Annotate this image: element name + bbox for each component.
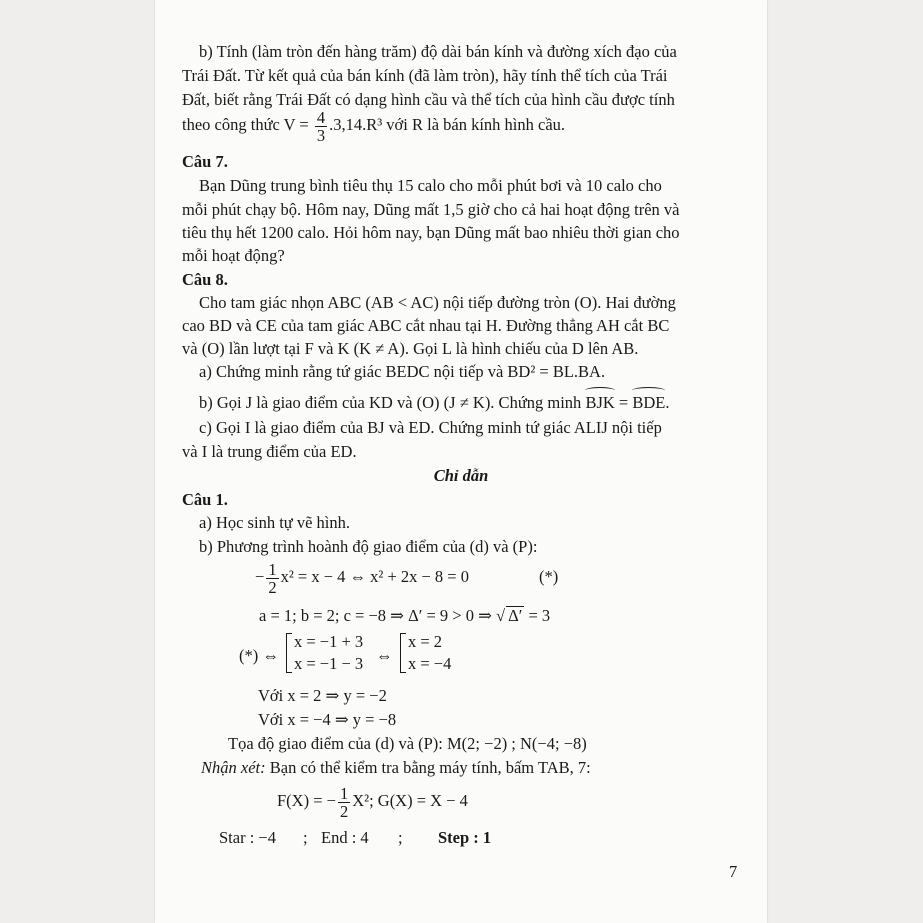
fraction-denominator: 2 (339, 801, 349, 821)
text-line: Với x = −4 ⇒ y = −8 (258, 710, 397, 729)
text-line: mỗi phút chạy bộ. Hôm nay, Dũng mất 1,5 giờ cho cả hai hoạt động trên và (182, 200, 680, 219)
arc-notation: BDE (632, 390, 665, 413)
formula-line (182, 108, 565, 144)
separator: ; (398, 828, 403, 847)
question-heading: Câu 7. (182, 152, 228, 171)
text-fragment: x² = x − 4 ⇔ x² + 2x − 8 = 0 (280, 567, 469, 586)
separator: ; (303, 828, 308, 847)
text-fragment: F(X) = − (277, 791, 336, 810)
book-page (155, 0, 767, 923)
text-line: Trái Đất. Từ kết quả của bán kính (đã làm tròn), hãy tính thể tích của Trái (182, 66, 668, 85)
fraction-numerator: 1 (268, 559, 277, 579)
table-setting: End : 4 (321, 828, 369, 847)
text-line: và I là trung điểm của ED. (182, 442, 357, 461)
equation-label: (*) ⇔ (239, 646, 279, 665)
table-setting: Star : −4 (219, 828, 276, 847)
text-fragment: a = 1; b = 2; c = −8 ⇒ Δ′ = 9 > 0 ⇒ (259, 606, 492, 625)
text-line: tiêu thụ hết 1200 calo. Hỏi hôm nay, bạn Dũng mất bao nhiêu thời gian cho (182, 223, 680, 242)
text-line: a) Chứng minh rằng tứ giác BEDC nội tiếp và BD² = BL.BA. (199, 362, 606, 381)
page-number: 7 (729, 862, 738, 881)
equation-line (255, 560, 469, 596)
equation-line (259, 606, 550, 626)
equation-tag: (*) (539, 567, 559, 586)
text-fragment: theo công thức V = (182, 115, 309, 134)
fraction-denominator: 3 (316, 125, 326, 145)
fraction (315, 109, 327, 144)
fraction-numerator: 4 (316, 107, 326, 127)
system-row: x = −1 + 3 (294, 632, 364, 651)
fraction (266, 561, 278, 596)
system-bracket (400, 633, 406, 673)
equivalence-symbol: ⇔ (376, 646, 393, 665)
sqrt-radicand: Δ′ (508, 606, 523, 625)
text-fragment: . (665, 393, 670, 412)
system-row: x = −4 (408, 654, 452, 673)
table-setting: Step : 1 (438, 828, 492, 847)
text-line: a) Học sinh tự vẽ hình. (199, 513, 350, 532)
system-bracket (286, 633, 292, 673)
arc-notation: BJK (585, 390, 614, 413)
text-fragment: X²; G(X) = X − 4 (352, 791, 468, 810)
text-line: Bạn Dũng trung bình tiêu thụ 15 calo cho mỗi phút bơi và 10 calo cho (199, 176, 662, 195)
text-fragment: − (255, 567, 265, 586)
text-line: mỗi hoạt động? (182, 246, 285, 265)
text-line: cao BD và CE của tam giác ABC cắt nhau tại H. Đường thẳng AH cắt BC (182, 316, 670, 335)
text-line: và (O) lần lượt tại F và K (K ≠ A). Gọi L là hình chiếu của D lên AB. (182, 339, 639, 358)
question-heading: Câu 8. (182, 270, 228, 289)
sqrt-sign: √ (496, 606, 506, 625)
text-fragment: = (618, 393, 629, 412)
text-line (199, 390, 669, 413)
text-line: Với x = 2 ⇒ y = −2 (258, 686, 387, 705)
section-heading: Chỉ dẫn (433, 466, 489, 485)
note-label: Nhận xét: (201, 758, 266, 777)
fraction-denominator: 2 (268, 577, 277, 597)
text-fragment: b) Gọi J là giao điểm của KD và (O) (J ≠ K). Chứng minh (199, 393, 582, 412)
text-fragment: Bạn có thể kiểm tra bằng máy tính, bấm TAB, 7: (269, 758, 591, 777)
text-line: Cho tam giác nhọn ABC (AB < AC) nội tiếp đường tròn (O). Hai đường (199, 293, 676, 312)
system-row: x = −1 − 3 (294, 654, 364, 673)
system-row: x = 2 (408, 632, 443, 651)
text-line (201, 758, 591, 778)
fraction (338, 785, 350, 820)
question-heading: Câu 1. (182, 490, 228, 509)
text-fragment: .3,14.R³ với R là bán kính hình cầu. (329, 115, 566, 134)
text-line: b) Phương trình hoành độ giao điểm của (d) và (P): (199, 537, 538, 556)
text-line: Tọa độ giao điểm của (d) và (P): M(2; −2) ; N(−4; −8) (228, 734, 587, 753)
equation-line (277, 784, 468, 820)
text-line: c) Gọi I là giao điểm của BJ và ED. Chứng minh tứ giác ALIJ nội tiếp (199, 418, 662, 437)
text-line: b) Tính (làm tròn đến hàng trăm) độ dài bán kính và đường xích đạo của (199, 42, 677, 61)
fraction-numerator: 1 (339, 783, 349, 803)
text-fragment: = 3 (528, 606, 551, 625)
text-line: Đất, biết rằng Trái Đất có dạng hình cầu và thể tích của hình cầu được tính (182, 90, 675, 109)
